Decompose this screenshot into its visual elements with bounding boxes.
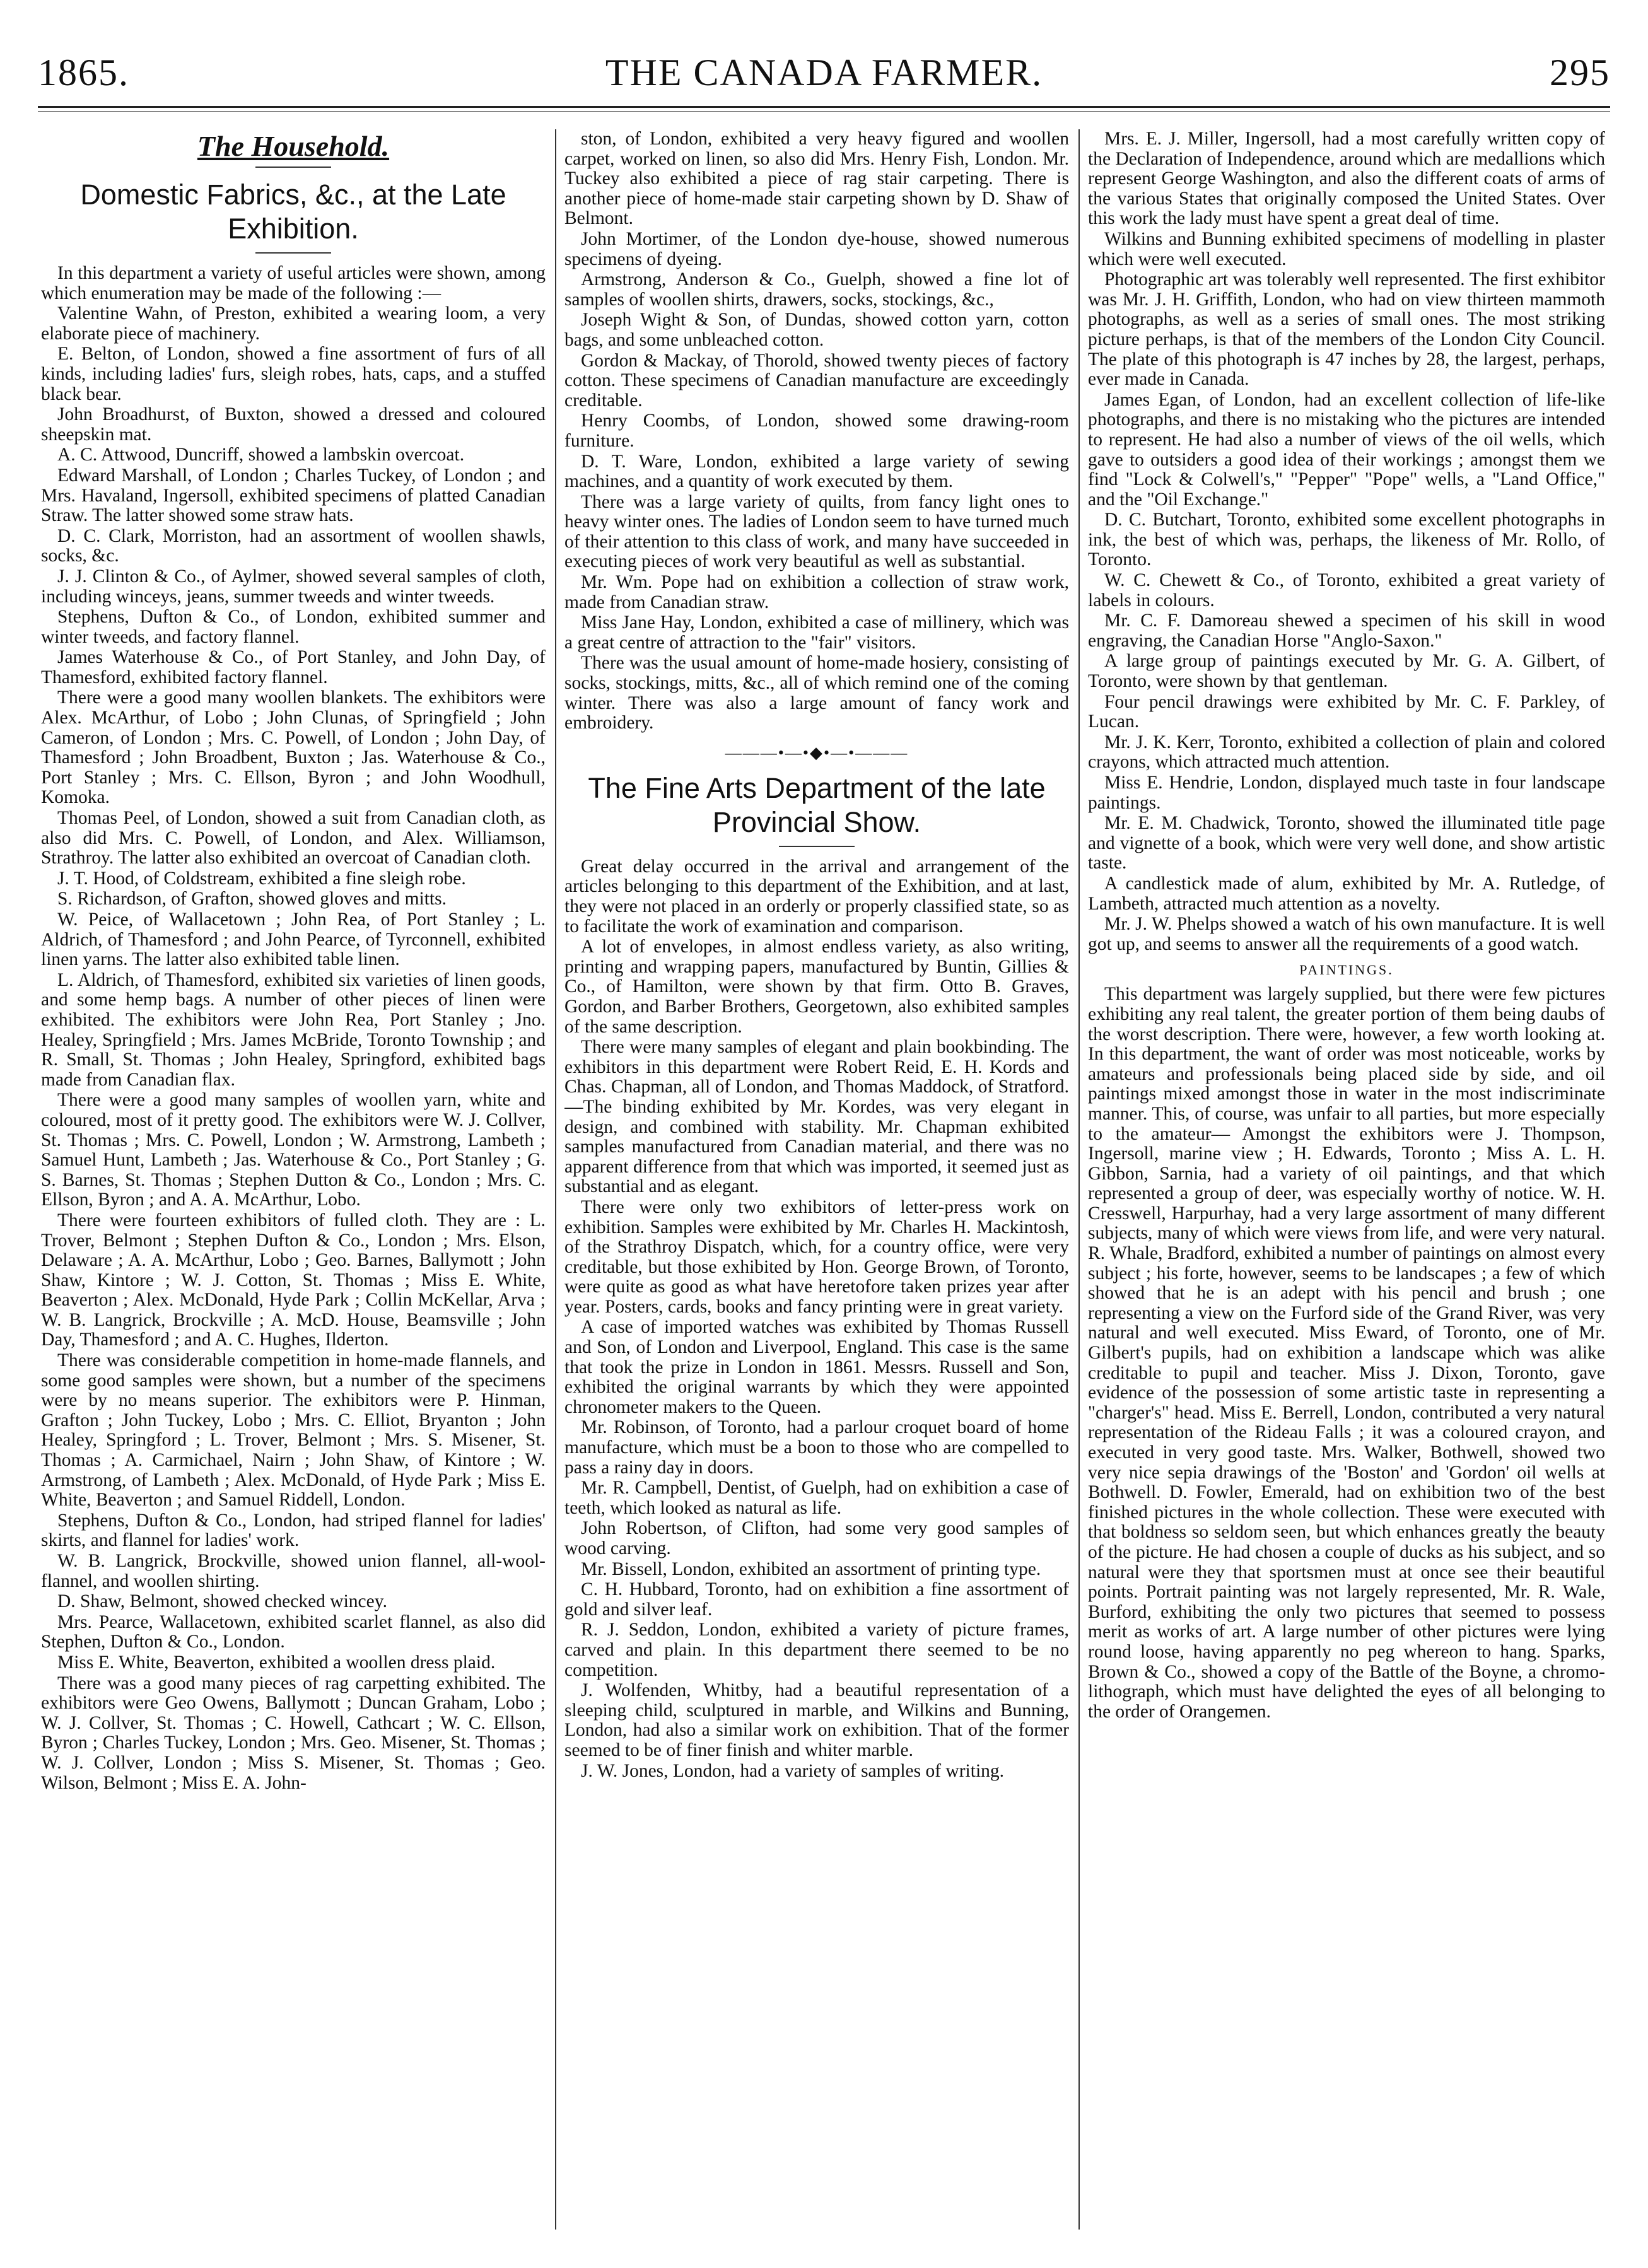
paragraph: A. C. Attwood, Duncriff, showed a lambskin overcoat.: [57, 445, 465, 465]
paragraph: Stephens, Dufton & Co., of London, exhibited summer and winter tweeds, and factory flannel.: [41, 607, 546, 647]
paragraph: A lot of envelopes, in almost endless variety, as also writing, printing and wrapping papers, manufactured by Buntin, Gillies & Co., of Hamilton, were shown by that firm. Otto B. Graves, Gordon, and Barber Brothers, Georgetown, also exhibited samples of the same description.: [564, 937, 1069, 1037]
paragraph: Valentine Wahn, of Preston, exhibited a wearing loom, a very elaborate piece of machinery.: [41, 303, 546, 344]
column-divider: [1078, 129, 1080, 2230]
paragraph: A large group of paintings executed by Mr. G. A. Gilbert, of Toronto, were shown by that gentleman.: [1088, 651, 1605, 692]
paragraph: R. J. Seddon, London, exhibited a variety of picture frames, carved and plain. In this department there seemed to be no competition.: [564, 1620, 1069, 1680]
paragraph: This department was largely supplied, but there were few pictures exhibiting any real talent, the greater portion of them being daubs of the worst description. There were, however, a few worth looking at. In this department, the want of order was most noticeable, works by amateurs and professionals being placed side by side, and oil paintings mixed amongst those in water in the most indiscriminate manner. This, of course, was unfair to all parties, but more especially to the amateur— Amongst the exhibitors were J. Thompson, Ingersoll, marine view ; H. Edwards, Toronto ; Miss A. L. H. Gibbon, Sarnia, had a variety of oil paintings, and that which represented a group of deer, was especially worthy of notice. W. H. Cresswell, Harpurhay, had a very large assortment of many different subjects, many of which were views from life, and were very natural. R. Whale, Bradford, exhibited a number of paintings on almost every subject ; his forte, however, seems to be landscapes ; a few of which showed that he is an adept with his pencil and brush ; one representing a view on the Furford side of the Grand River, was very natural and well executed. Miss Eward, of Toronto, one of Mr. Gilbert's pupils, had on exhibition a landscape which was alike creditable to pupil and teacher. Miss J. Dixon, Toronto, gave evidence of the possession of some artistic taste in representing a "charger's" head. Miss E. Berrell, London, contributed a very natural representation of the Rideau Falls ; it was a coloured crayon, and executed in very good taste. Mrs. Walker, Bothwell, showed two very nice sepia drawings of the 'Boston' and 'Gordon' oil wells at Bothwell. D. Fowler, Emerald, had on exhibition two of the best finished pictures in the whole collection. These were executed with that boldness so seldom seen, but which enhances greatly the beauty of the picture. He had chosen a couple of ducks as his subject, and so natural were they that sportsmen must at once see their beautiful points. Portrait painting was not largely represented, Mr. R. Wale, Burford, exhibiting the only two pictures that seemed to possess merit as works of art. A large number of other pictures were lying round loose, having apparently no peg whereon to hang. Sparks, Brown & Co., showed a copy of the Battle of the Boyne, a chromo-lithograph, which must have delighted the eyes of all belonging to the order of Orangemen.: [1088, 984, 1605, 1722]
paragraph: Gordon & Mackay, of Thorold, showed twenty pieces of factory cotton. These specimens of Canadian manufacture are exceedingly creditable.: [564, 350, 1069, 411]
column-divider: [555, 129, 556, 2230]
paragraph: Mr. C. F. Damoreau shewed a specimen of his skill in wood engraving, the Canadian Horse "Anglo-Saxon.": [1088, 611, 1605, 651]
paragraph: Mrs. E. J. Miller, Ingersoll, had a most carefully written copy of the Declaration of Independence, around which are medallions which represent George Washington, and also the different coats of arms of the various States that originally composed the United States. Over this work the lady must have spent a great deal of time.: [1088, 129, 1605, 229]
paragraph: John Mortimer, of the London dye-house, showed numerous specimens of dyeing.: [564, 228, 1069, 269]
paragraph: Mr. Robinson, of Toronto, had a parlour croquet board of home manufacture, which must be a boon to those who are compelled to pass a rainy day in doors.: [564, 1417, 1069, 1478]
column-1: [41, 129, 546, 2230]
paragraph: John Broadhurst, of Buxton, showed a dressed and coloured sheepskin mat.: [41, 404, 546, 445]
header-year: 1865.: [38, 52, 129, 93]
paragraph: There were a good many samples of woollen yarn, white and coloured, most of it pretty good. The exhibitors were W. J. Collver, St. Thomas ; Mrs. C. Powell, London ; W. Armstrong, Lambeth ; Samuel Hunt, Lambeth ; Jas. Waterhouse & Co., Port Stanley ; G. S. Barnes, St. Thomas ; Stephen Dutton & Co., London ; Mrs. C. Ellson, Byron ; and A. A. McArthur, Lobo.: [41, 1090, 546, 1210]
article-title: The Fine Arts Department of the late Provincial Show.: [588, 771, 1046, 838]
paragraph: A candlestick made of alum, exhibited by Mr. A. Rutledge, of Lambeth, attracted much attention as a novelty.: [1088, 873, 1605, 914]
paragraph: Mr. E. M. Chadwick, Toronto, showed the illuminated title page and vignette of a book, which were very well done, and show artistic taste.: [1088, 813, 1605, 874]
column-2: [564, 129, 1069, 2230]
paragraph: D. Shaw, Belmont, showed checked wincey.: [57, 1591, 387, 1612]
paragraph: There was the usual amount of home-made hosiery, consisting of socks, stockings, mitts, &c., all of which remind one of the coming winter. There was also a large amount of fancy work and embroidery.: [564, 653, 1069, 734]
paragraph: There were a good many woollen blankets. The exhibitors were Alex. McArthur, of Lobo ; John Clunas, of Springfield ; John Cameron, of London ; Mrs. C. Powell, of London ; John Day, of Thamesford ; John Broadbent, Buxton ; Jas. Waterhouse & Co., Port Stanley ; Mrs. C. Ellson, Byron ; and John Woodhull, Komoka.: [41, 687, 546, 808]
heading-rule: [255, 167, 331, 168]
paragraph: J. J. Clinton & Co., of Aylmer, showed several samples of cloth, including winceys, jeans, summer tweeds and winter tweeds.: [41, 566, 546, 607]
paragraph: In this department a variety of useful articles were shown, among which enumeration may be made of the following :—: [41, 263, 546, 303]
paragraph: There were only two exhibitors of letter-press work on exhibition. Samples were exhibited by Mr. Charles H. Mackintosh, of the Strathroy Dispatch, which, for a country office, were very creditable, but those exhibited by Hon. George Brown, of Toronto, were quite as good as what have heretofore taken prizes year after year. Posters, cards, books and fancy printing were in great variety.: [564, 1196, 1069, 1317]
ornament-divider: ———•—•◆•—•———: [725, 743, 909, 762]
page-header: [38, 44, 1610, 114]
paragraph: Mr. J. K. Kerr, Toronto, exhibited a collection of plain and colored crayons, which attracted much attention.: [1088, 732, 1605, 773]
paragraph: Mr. R. Campbell, Dentist, of Guelph, had on exhibition a case of teeth, which looked as natural as life.: [564, 1478, 1069, 1518]
paragraph: D. T. Ware, London, exhibited a large variety of sewing machines, and a quantity of work executed by them.: [564, 451, 1069, 492]
paragraph: Joseph Wight & Son, of Dundas, showed cotton yarn, cotton bags, and some unbleached cotton.: [564, 310, 1069, 350]
paragraph: There was considerable competition in home-made flannels, and some good samples were shown, but a number of the specimens were by no means superior. The exhibitors were P. Hinman, Grafton ; John Tuckey, Lobo ; Mrs. C. Elliot, Bryanton ; John Healey, Springford ; L. Trover, Belmont ; Mrs. S. Misener, St. Thomas ; A. Carmichael, Nairn ; John Shaw, of Kintore ; W. Armstrong, of Lambeth ; Alex. McDonald, of Hyde Park ; Miss E. White, Beaverton ; and Samuel Riddell, London.: [41, 1350, 546, 1511]
paragraph: Great delay occurred in the arrival and arrangement of the articles belonging to this department of the Exhibition, and at last, they were not placed in an orderly or properly classified state, so as to facilitate the work of examination and comparison.: [564, 856, 1069, 937]
paragraph: Miss E. Hendrie, London, displayed much taste in four landscape paintings.: [1088, 773, 1605, 813]
paragraph: There were many samples of elegant and plain bookbinding. The exhibitors in this department were Robert Reid, E. H. Kords and Chas. Chapman, all of London, and Thomas Maddock, of Stratford.—The binding exhibited by Mr. Kordes, was very elegant in design, and combined with stability. Mr. Chapman exhibited samples manufactured from Canadian material, and there was no apparent difference from that which was imported, it seemed just as substantial and as elegant.: [564, 1037, 1069, 1197]
paragraph: D. C. Clark, Morriston, had an assortment of woollen shawls, socks, &c.: [41, 525, 546, 566]
paragraph: ston, of London, exhibited a very heavy figured and woollen carpet, worked on linen, so also did Mrs. Henry Fish, London. Mr. Tuckey also exhibited a piece of rag stair carpeting. There is another piece of home-made stair carpeting shown by D. Shaw of Belmont.: [564, 129, 1069, 229]
paragraph: Wilkins and Bunning exhibited specimens of modelling in plaster which were well executed.: [1088, 228, 1605, 269]
paragraph: James Waterhouse & Co., of Port Stanley, and John Day, of Thamesford, exhibited factory flannel.: [41, 647, 546, 687]
paragraph: Mr. Bissell, London, exhibited an assortment of printing type.: [581, 1558, 1041, 1579]
paragraph: Mr. Wm. Pope had on exhibition a collection of straw work, made from Canadian straw.: [564, 572, 1069, 612]
paragraph: Miss E. White, Beaverton, exhibited a woollen dress plaid.: [57, 1652, 496, 1673]
title-rule: [779, 846, 855, 847]
paragraph: Mrs. Pearce, Wallacetown, exhibited scarlet flannel, as also did Stephen, Dufton & Co., London.: [41, 1611, 546, 1652]
paragraph: Mr. J. W. Phelps showed a watch of his own manufacture. It is well got up, and seems to answer all the requirements of a good watch.: [1088, 914, 1605, 954]
column-3: [1088, 129, 1605, 2230]
paragraph: Thomas Peel, of London, showed a suit from Canadian cloth, as also did Mrs. C. Powell, of London, and Alex. Williamson, Strathroy. The latter also exhibited an overcoat of Canadian cloth.: [41, 808, 546, 868]
paragraph: E. Belton, of London, showed a fine assortment of furs of all kinds, including ladies' furs, sleigh robes, hats, caps, and a stuffed black bear.: [41, 344, 546, 404]
paragraph: Armstrong, Anderson & Co., Guelph, showed a fine lot of samples of woollen shirts, drawers, socks, stockings, &c.,: [564, 269, 1069, 310]
paragraph: Four pencil drawings were exhibited by Mr. C. F. Parkley, of Lucan.: [1088, 691, 1605, 732]
paragraph: Photographic art was tolerably well represented. The first exhibitor was Mr. J. H. Griffith, London, who had on view thirteen mammoth photographs, as well as a series of small ones. The most striking picture perhaps, is that of the members of the London City Council. The plate of this photograph is 47 inches by 28, the largest, perhaps, ever made in Canada.: [1088, 269, 1605, 390]
paragraph: W. B. Langrick, Brockville, showed union flannel, all-wool-flannel, and woollen shirting.: [41, 1551, 546, 1591]
header-rule: [38, 106, 1610, 112]
paragraph: A case of imported watches was exhibited by Thomas Russell and Son, of London and Liverpool, England. This case is the same that took the prize in London in 1861. Messrs. Russell and Son, exhibited the original warrants by which they were appointed chronometer makers to the Queen.: [564, 1317, 1069, 1417]
title-rule: [255, 252, 331, 254]
paragraph: Edward Marshall, of London ; Charles Tuckey, of London ; and Mrs. Havaland, Ingersoll, exhibited specimens of platted Canadian Straw. The latter showed some straw hats.: [41, 465, 546, 526]
paragraph: James Egan, of London, had an excellent collection of life-like photographs, and there is no mistaking who the pictures are intended to represent. He had also a number of views of the oil wells, which gave to outsiders a good idea of their workings ; amongst them we find "Lock & Colwell's," "Pepper" "Pope" wells, a "Land Office," and the "Oil Exchange.": [1088, 389, 1605, 510]
subheading-paintings: PAINTINGS.: [1299, 962, 1394, 978]
paragraph: S. Richardson, of Grafton, showed gloves and mitts.: [57, 889, 447, 909]
section-heading: The Household.: [197, 130, 390, 162]
header-title: THE CANADA FARMER.: [605, 52, 1043, 93]
paragraph: J. T. Hood, of Coldstream, exhibited a fine sleigh robe.: [57, 868, 466, 889]
paragraph: L. Aldrich, of Thamesford, exhibited six varieties of linen goods, and some hemp bags. A number of other pieces of linen were exhibited. The exhibitors were John Rea, Port Stanley ; Jno. Healey, Springfield ; Mrs. James McBride, Toronto Township ; and R. Small, St. Thomas ; John Healey, Springford, exhibited bags made from Canadian flax.: [41, 969, 546, 1090]
paragraph: W. C. Chewett & Co., of Toronto, exhibited a great variety of labels in colours.: [1088, 570, 1605, 611]
paragraph: Stephens, Dufton & Co., London, had striped flannel for ladies' skirts, and flannel for ladies' work.: [41, 1510, 546, 1551]
paragraph: There was a good many pieces of rag carpetting exhibited. The exhibitors were Geo Owens, Ballymott ; Duncan Graham, Lobo ; W. J. Collver, St. Thomas ; C. Howell, Cathcart ; W. C. Ellson, Byron ; Charles Tuckey, London ; Mrs. Geo. Misener, St. Thomas ; W. J. Collver, London ; Miss S. Misener, St. Thomas ; Geo. Wilson, Belmont ; Miss E. A. John-: [41, 1673, 546, 1793]
paragraph: There were fourteen exhibitors of fulled cloth. They are : L. Trover, Belmont ; Stephen Dufton & Co., London ; Mrs. Elson, Delaware ; A. A. McArthur, Lobo ; Geo. Barnes, Ballymott ; John Shaw, Kintore ; W. J. Cotton, St. Thomas ; Miss E. White, Beaverton ; Alex. McDonald, Hyde Park ; Collin McKellar, Arva ; W. B. Langrick, Brockville ; A. McD. House, Beamsville ; John Day, Thamesford ; and A. C. Hughes, Ilderton.: [41, 1210, 546, 1350]
paragraph: John Robertson, of Clifton, had some very good samples of wood carving.: [564, 1518, 1069, 1558]
paragraph: There was a large variety of quilts, from fancy light ones to heavy winter ones. The ladies of London seem to have turned much of their attention to this class of work, and many have succeeded in executing pieces of work very beautiful as well as substantial.: [564, 491, 1069, 572]
paragraph: J. W. Jones, London, had a variety of samples of writing.: [581, 1760, 1005, 1781]
article-title: Domestic Fabrics, &c., at the Late Exhibition.: [80, 178, 506, 245]
paragraph: W. Peice, of Wallacetown ; John Rea, of Port Stanley ; L. Aldrich, of Thamesford ; and John Pearce, of Tyrconnell, exhibited linen yarns. The latter also exhibited table linen.: [41, 909, 546, 970]
paragraph: J. Wolfenden, Whitby, had a beautiful representation of a sleeping child, sculptured in marble, and Wilkins and Bunning, London, had also a similar work on exhibition. That of the former seemed to be of finer finish and whiter marble.: [564, 1680, 1069, 1760]
paragraph: Miss Jane Hay, London, exhibited a case of millinery, which was a great centre of attraction to the "fair" visitors.: [564, 612, 1069, 653]
paragraph: D. C. Butchart, Toronto, exhibited some excellent photographs in ink, the best of which was, perhaps, the likeness of Mr. Rollo, of Toronto.: [1088, 510, 1605, 570]
header-page-number: 295: [1550, 52, 1610, 93]
paragraph: C. H. Hubbard, Toronto, had on exhibition a fine assortment of gold and silver leaf.: [564, 1579, 1069, 1620]
paragraph: Henry Coombs, of London, showed some drawing-room furniture.: [564, 411, 1069, 451]
